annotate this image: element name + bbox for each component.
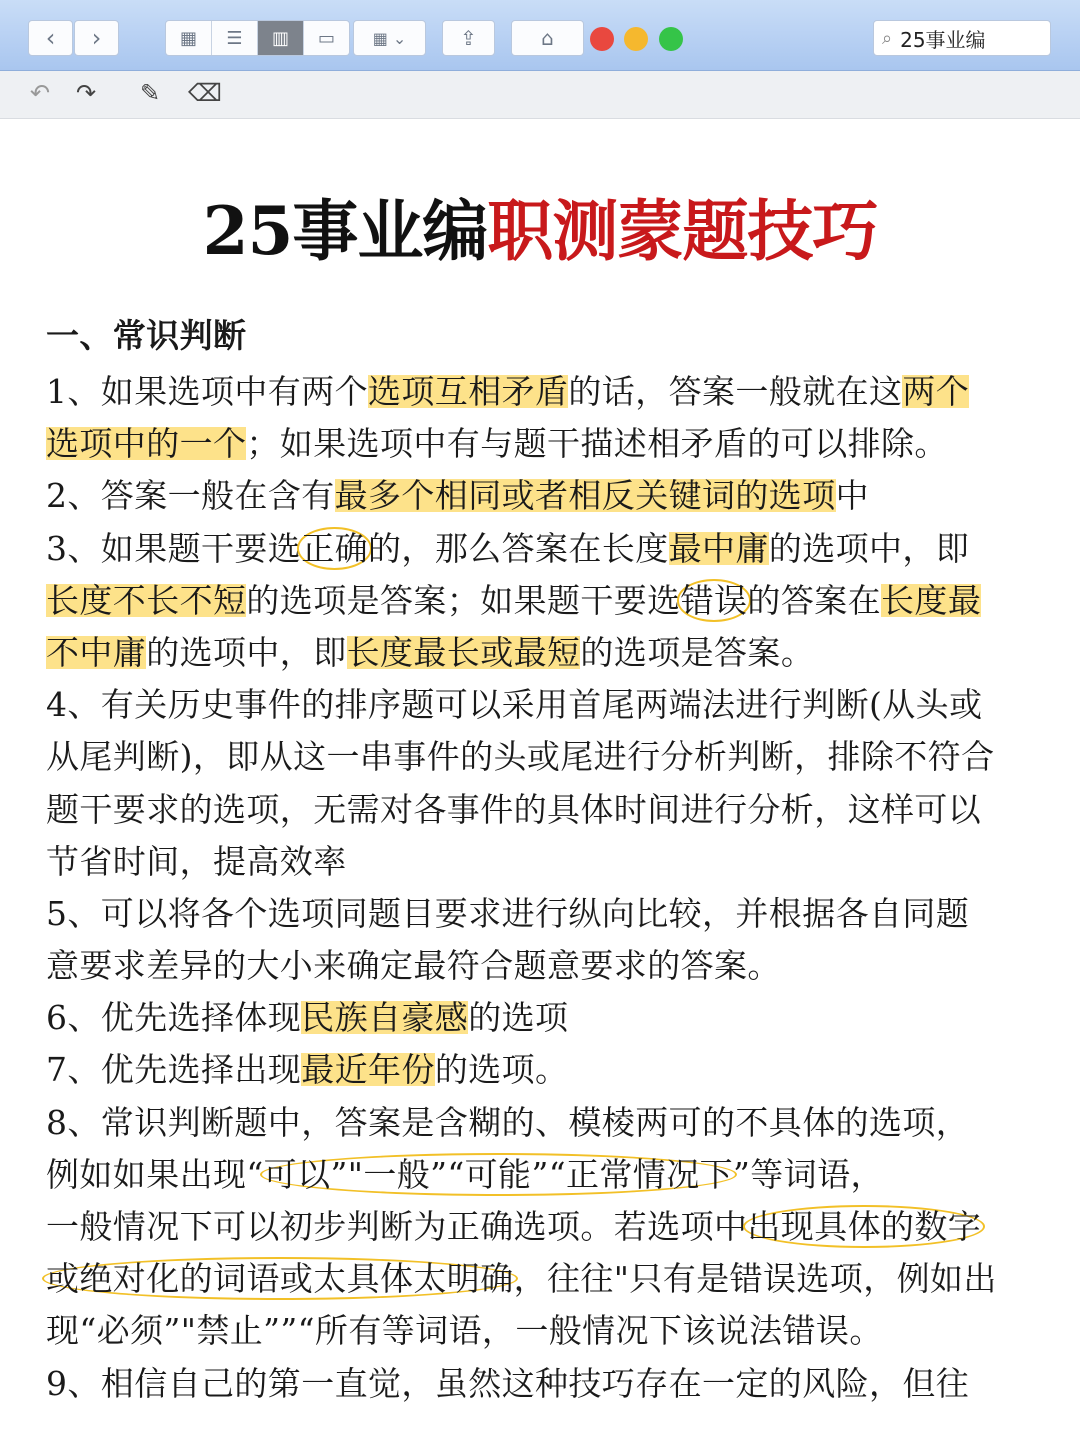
group-by-dropdown[interactable]: ▦ ⌄ <box>353 20 426 56</box>
highlighted-text: 最近年份 <box>301 1050 435 1090</box>
search-input[interactable] <box>873 20 1051 56</box>
text-run: ，往往"只有是错误选项，例如出 <box>513 1259 997 1299</box>
text-line <box>46 470 1046 522</box>
text-run: ；如果选项中有与题干描述相矛盾的可以排除。 <box>246 424 948 464</box>
eraser-icon[interactable]: ⌫ <box>188 79 222 107</box>
title-part-red: 职测蒙题技巧 <box>487 192 878 270</box>
text-run: 例如如果出现“ <box>46 1154 264 1194</box>
highlighted-text: 长度最长或最短 <box>346 632 581 672</box>
text-line <box>46 784 1046 836</box>
highlighted-text: 选项中的一个 <box>46 424 247 464</box>
text-line <box>46 1044 1046 1096</box>
page-title <box>0 178 1080 273</box>
text-run: 的选项中，即 <box>768 528 970 568</box>
yellow-tag-icon[interactable] <box>624 27 648 51</box>
text-run: 3、如果题干要选 <box>46 528 302 568</box>
green-tag-icon[interactable] <box>659 27 683 51</box>
search-icon: ⌕ <box>882 27 893 49</box>
highlighted-text: 长度最 <box>881 580 982 620</box>
circled-text: 错误 <box>677 579 752 622</box>
text-run: 节省时间，提高效率 <box>46 841 347 881</box>
window-toolbar <box>0 0 1080 71</box>
highlighted-text: 最多个相同或者相反关键词的选项 <box>334 476 836 516</box>
section-heading <box>46 312 1046 366</box>
highlighted-text: 长度不长不短 <box>46 580 247 620</box>
tag-button[interactable]: ⌂ <box>511 20 584 56</box>
text-line <box>46 992 1046 1044</box>
text-line <box>46 575 1046 627</box>
gallery-view-icon[interactable]: ▭ <box>304 21 349 55</box>
text-run: 一般情况下可以初步判断为正确选项。若选项中 <box>46 1207 748 1246</box>
highlighted-text: 两个 <box>902 372 970 411</box>
text-line <box>46 1097 1046 1149</box>
highlighted-text: 民族自豪感 <box>301 998 469 1038</box>
search-value: 25事业编 <box>900 27 986 52</box>
pencil-icon[interactable]: ✎ <box>140 79 161 107</box>
text-run: 的，那么答案在长度 <box>368 528 669 568</box>
text-line <box>46 731 1046 783</box>
text-line <box>46 888 1046 940</box>
highlighted-text: 最中庸 <box>668 528 769 568</box>
column-view-icon[interactable]: ▥ <box>258 21 304 55</box>
title-part-black: 25事业编 <box>202 192 488 270</box>
text-run: 4、有关历史事件的排序题可以采用首尾两端法进行判断(从头或 <box>46 685 983 725</box>
share-button[interactable]: ⇪ <box>442 20 495 56</box>
text-run: 的选项是答案；如果题干要选 <box>246 580 681 620</box>
forward-button[interactable]: › <box>74 20 119 56</box>
text-run: 题干要求的选项，无需对各事件的具体时间进行分析，这样可以 <box>46 789 982 829</box>
text-run: 6、优先选择体现 <box>46 998 302 1038</box>
text-run: 的话，答案一般就在这 <box>568 372 903 411</box>
text-run: ”等词语， <box>733 1154 884 1194</box>
text-run: 1、如果选项中有两个 <box>46 372 368 411</box>
text-run: 中 <box>835 476 870 516</box>
text-run: 的选项中，即 <box>146 632 347 672</box>
text-line <box>46 940 1046 992</box>
text-run: 的答案在 <box>747 580 882 620</box>
text-run: 2、答案一般在含有 <box>46 476 335 516</box>
circled-text: 可以”"一般”“可能”“正常情况下 <box>260 1153 737 1196</box>
text-run: 的选项。 <box>434 1050 569 1090</box>
text-run: 现“必须”"禁止””“所有等词语，一般情况下该说法错误。 <box>46 1311 883 1351</box>
circled-text: 出现具体的数字 <box>743 1205 985 1248</box>
text-line <box>46 1305 1046 1357</box>
text-line <box>46 1149 1046 1201</box>
edit-toolbar <box>0 71 1080 119</box>
text-run: 5、可以将各个选项同题目要求进行纵向比较，并根据各自同题 <box>46 893 970 933</box>
document-body <box>46 312 1046 1410</box>
circled-text: 或绝对化的词语或太具体太明确 <box>42 1257 518 1300</box>
view-mode-segment <box>165 20 350 56</box>
text-line <box>46 627 1046 679</box>
text-run: 从尾判断)，即从这一串事件的头或尾进行分析判断，排除不符合 <box>46 737 995 777</box>
text-run: 9、相信自己的第一直觉，虽然这种技巧存在一定的风险，但往 <box>46 1363 970 1403</box>
highlighted-text: 选项互相矛盾 <box>368 372 569 411</box>
text-line <box>46 836 1046 888</box>
grid-view-icon[interactable]: ▦ <box>166 21 212 55</box>
text-run: 一、常识判断 <box>46 316 247 355</box>
text-run: 的选项 <box>468 998 569 1038</box>
list-view-icon[interactable]: ☰ <box>212 21 258 55</box>
text-line <box>46 418 1046 470</box>
circled-text: 正确 <box>297 527 372 570</box>
text-run: 意要求差异的大小来确定最符合题意要求的答案。 <box>46 946 781 986</box>
back-button[interactable]: ‹ <box>28 20 73 56</box>
undo-icon[interactable]: ↶ <box>30 79 51 107</box>
text-line <box>46 679 1046 731</box>
redo-icon[interactable]: ↷ <box>76 79 97 107</box>
text-run: 7、优先选择出现 <box>46 1050 302 1090</box>
highlighted-text: 不中庸 <box>46 632 147 672</box>
text-line <box>46 523 1046 575</box>
text-run: 的选项是答案。 <box>580 632 815 672</box>
text-line <box>46 366 1046 418</box>
text-run: 8、常识判断题中，答案是含糊的、模棱两可的不具体的选项， <box>46 1102 970 1142</box>
text-line <box>46 1253 1046 1305</box>
text-line <box>46 1201 1046 1253</box>
red-tag-icon[interactable] <box>590 27 614 51</box>
text-line <box>46 1358 1046 1410</box>
